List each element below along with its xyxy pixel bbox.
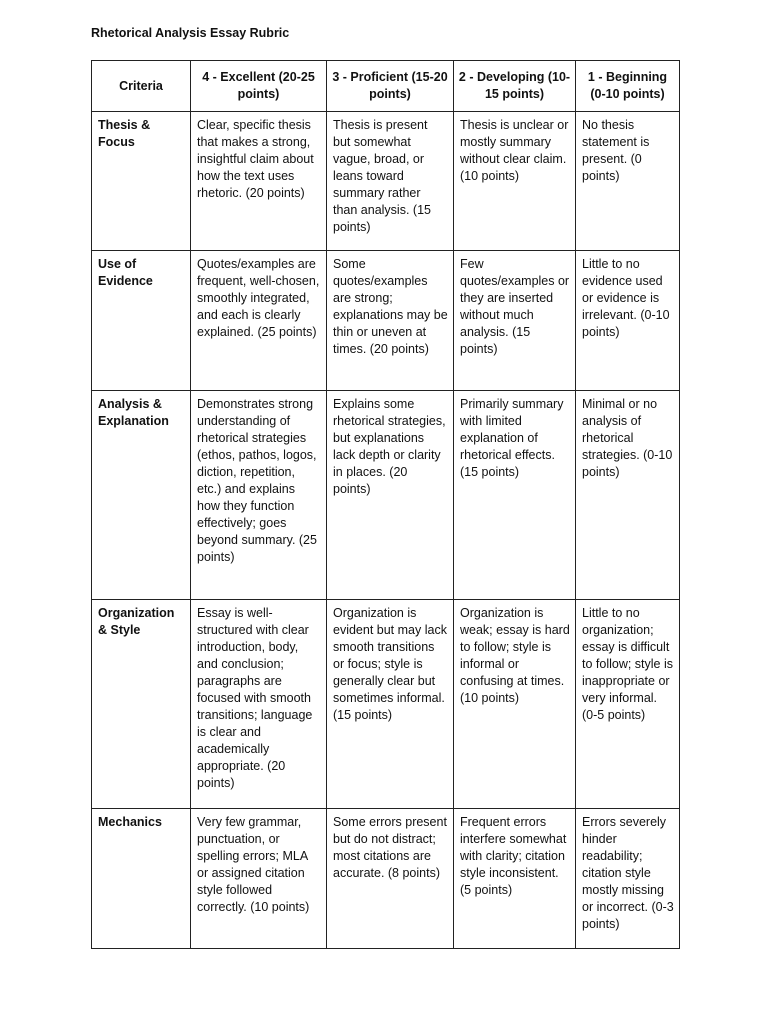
excellent-cell: Quotes/examples are frequent, well-chosen, smoothly integrated, and each is clearly explained. (25 points) xyxy=(191,251,327,391)
criterion-cell: Thesis & Focus xyxy=(92,112,191,251)
table-row xyxy=(92,391,680,600)
developing-cell: Organization is weak; essay is hard to follow; style is informal or confusing at times. (10 points) xyxy=(454,600,576,809)
excellent-cell: Demonstrates strong understanding of rhetorical strategies (ethos, pathos, logos, diction, repetition, etc.) and explains how they function effectively; goes beyond summary. (25 points) xyxy=(191,391,327,600)
beginning-cell: Little to no organization; essay is difficult to follow; style is inappropriate or very informal. (0-5 points) xyxy=(576,600,680,809)
table-row xyxy=(92,600,680,809)
developing-cell: Primarily summary with limited explanation of rhetorical effects. (15 points) xyxy=(454,391,576,600)
beginning-cell: Minimal or no analysis of rhetorical strategies. (0-10 points) xyxy=(576,391,680,600)
header-criteria: Criteria xyxy=(92,61,191,112)
developing-cell: Thesis is unclear or mostly summary without clear claim. (10 points) xyxy=(454,112,576,251)
header-beginning: 1 - Beginning (0-10 points) xyxy=(576,61,680,112)
developing-cell: Frequent errors interfere somewhat with clarity; citation style inconsistent. (5 points) xyxy=(454,809,576,949)
excellent-cell: Very few grammar, punctuation, or spelling errors; MLA or assigned citation style followed correctly. (10 points) xyxy=(191,809,327,949)
beginning-cell: No thesis statement is present. (0 points) xyxy=(576,112,680,251)
criterion-cell: Mechanics xyxy=(92,809,191,949)
proficient-cell: Some errors present but do not distract; most citations are accurate. (8 points) xyxy=(327,809,454,949)
proficient-cell: Organization is evident but may lack smooth transitions or focus; style is generally clear but sometimes informal. (15 points) xyxy=(327,600,454,809)
beginning-cell: Little to no evidence used or evidence is irrelevant. (0-10 points) xyxy=(576,251,680,391)
header-proficient: 3 - Proficient (15-20 points) xyxy=(327,61,454,112)
criterion-cell: Analysis & Explanation xyxy=(92,391,191,600)
proficient-cell: Thesis is present but somewhat vague, broad, or leans toward summary rather than analysis. (15 points) xyxy=(327,112,454,251)
criterion-cell: Use of Evidence xyxy=(92,251,191,391)
header-developing: 2 - Developing (10-15 points) xyxy=(454,61,576,112)
header-row xyxy=(92,61,680,112)
criterion-cell: Organization & Style xyxy=(92,600,191,809)
excellent-cell: Clear, specific thesis that makes a strong, insightful claim about how the text uses rhetoric. (20 points) xyxy=(191,112,327,251)
developing-cell: Few quotes/examples or they are inserted without much analysis. (15 points) xyxy=(454,251,576,391)
table-row xyxy=(92,112,680,251)
header-excellent: 4 - Excellent (20-25 points) xyxy=(191,61,327,112)
document-title: Rhetorical Analysis Essay Rubric xyxy=(91,26,290,40)
proficient-cell: Some quotes/examples are strong; explanations may be thin or uneven at times. (20 points) xyxy=(327,251,454,391)
excellent-cell: Essay is well-structured with clear introduction, body, and conclusion; paragraphs are focused with smooth transitions; language is clear and academically appropriate. (20 points) xyxy=(191,600,327,809)
proficient-cell: Explains some rhetorical strategies, but explanations lack depth or clarity in places. (20 points) xyxy=(327,391,454,600)
beginning-cell: Errors severely hinder readability; citation style mostly missing or incorrect. (0-3 points) xyxy=(576,809,680,949)
table-row xyxy=(92,809,680,949)
table-row xyxy=(92,251,680,391)
rubric-table xyxy=(91,60,680,949)
